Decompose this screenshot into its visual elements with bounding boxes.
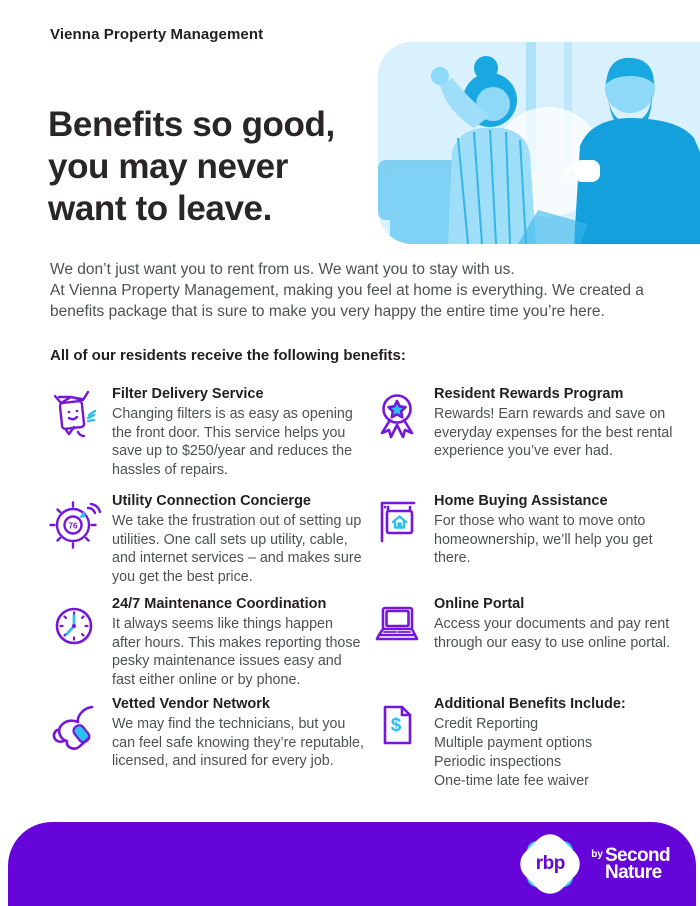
- additional-benefit-item: One-time late fee waiver: [434, 773, 589, 789]
- headline-line-1: Benefits so good,: [48, 105, 335, 144]
- second-nature-line-2: Nature: [604, 862, 662, 883]
- headline-line-2: you may never: [48, 147, 288, 186]
- benefit-title: Additional Benefits Include:: [434, 696, 626, 712]
- dial-value: 76: [68, 521, 78, 531]
- rbp-logo-text: rbp: [535, 853, 565, 874]
- laptop-icon: [370, 598, 424, 652]
- benefit-title: Home Buying Assistance: [434, 493, 608, 509]
- award-ribbon-icon: [370, 388, 424, 442]
- rbp-logo: [520, 834, 580, 894]
- benefit-title: Online Portal: [434, 596, 525, 612]
- additional-benefit-item: Credit Reporting: [434, 716, 539, 732]
- page-title: [48, 104, 335, 230]
- benefit-body: It always seems like things happen after hours. This makes reporting those pesky maintenance issues easy and fast either online or by phone.: [112, 616, 361, 689]
- svg-text:$: $: [390, 715, 402, 736]
- benefit-title: 24/7 Maintenance Coordination: [112, 596, 327, 612]
- additional-benefit-item: Periodic inspections: [434, 754, 562, 770]
- benefit-body: For those who want to move onto homeownership, we’ll help you get there.: [434, 513, 653, 567]
- second-nature-logo: [591, 847, 670, 881]
- intro-line-1: We don’t just want you to rent from us. We want you to stay with us.: [50, 261, 515, 278]
- additional-benefit-item: Multiple payment options: [434, 735, 593, 751]
- hero-photo-illustration: [378, 42, 700, 244]
- benefits-heading: All of our residents receive the following benefits:: [50, 347, 406, 364]
- benefit-body: Access your documents and pay rent through our easy to use online portal.: [434, 616, 671, 651]
- footer-logo-group: [520, 834, 670, 894]
- benefit-additional: [370, 696, 690, 791]
- benefit-resident-rewards: [370, 386, 690, 493]
- benefits-grid: [48, 386, 690, 791]
- benefit-title: Utility Connection Concierge: [112, 493, 311, 509]
- footer-banner: [8, 822, 696, 906]
- dollar-document-icon: [370, 698, 424, 752]
- benefit-filter-delivery: [48, 386, 370, 493]
- benefit-body: We take the frustration out of setting up utilities. One call sets up utility, cable, and internet services – and makes sure you get the best price.: [112, 513, 362, 586]
- benefit-title: Filter Delivery Service: [112, 386, 264, 402]
- benefit-body: Rewards! Earn rewards and save on everyday expenses for the best rental experience you’ve ever had.: [434, 406, 673, 460]
- by-label: by: [591, 849, 603, 860]
- benefit-title: Resident Rewards Program: [434, 386, 624, 402]
- headline-line-3: want to leave.: [48, 189, 272, 228]
- benefit-maintenance: [48, 596, 370, 696]
- benefit-body: We may find the technicians, but you can feel safe knowing they’re reputable, licensed, and insured for every job.: [112, 716, 364, 770]
- filter-box-icon: [48, 388, 102, 442]
- benefit-utility-concierge: [48, 493, 370, 596]
- benefit-home-buying: [370, 493, 690, 596]
- company-name: Vienna Property Management: [50, 26, 264, 43]
- benefit-vetted-vendors: [48, 696, 370, 791]
- benefit-title: Vetted Vendor Network: [112, 696, 270, 712]
- benefit-body: Changing filters is as easy as opening the front door. This service helps you save up to $250/year and reduces the hassles of repairs.: [112, 406, 353, 479]
- thermostat-dial-icon: [48, 495, 102, 549]
- benefit-online-portal: [370, 596, 690, 696]
- yard-sign-icon: [370, 495, 424, 549]
- clock-icon: [48, 598, 102, 652]
- intro-continuation: At Vienna Property Management, making you feel at home is everything. We created a benefits package that is sure to make you very happy the entire time you’re here.: [50, 282, 644, 320]
- intro-paragraph: [50, 259, 670, 322]
- hero-photo: [378, 42, 700, 244]
- second-nature-line-1: Second: [604, 845, 670, 866]
- thumbs-up-icon: [48, 698, 102, 752]
